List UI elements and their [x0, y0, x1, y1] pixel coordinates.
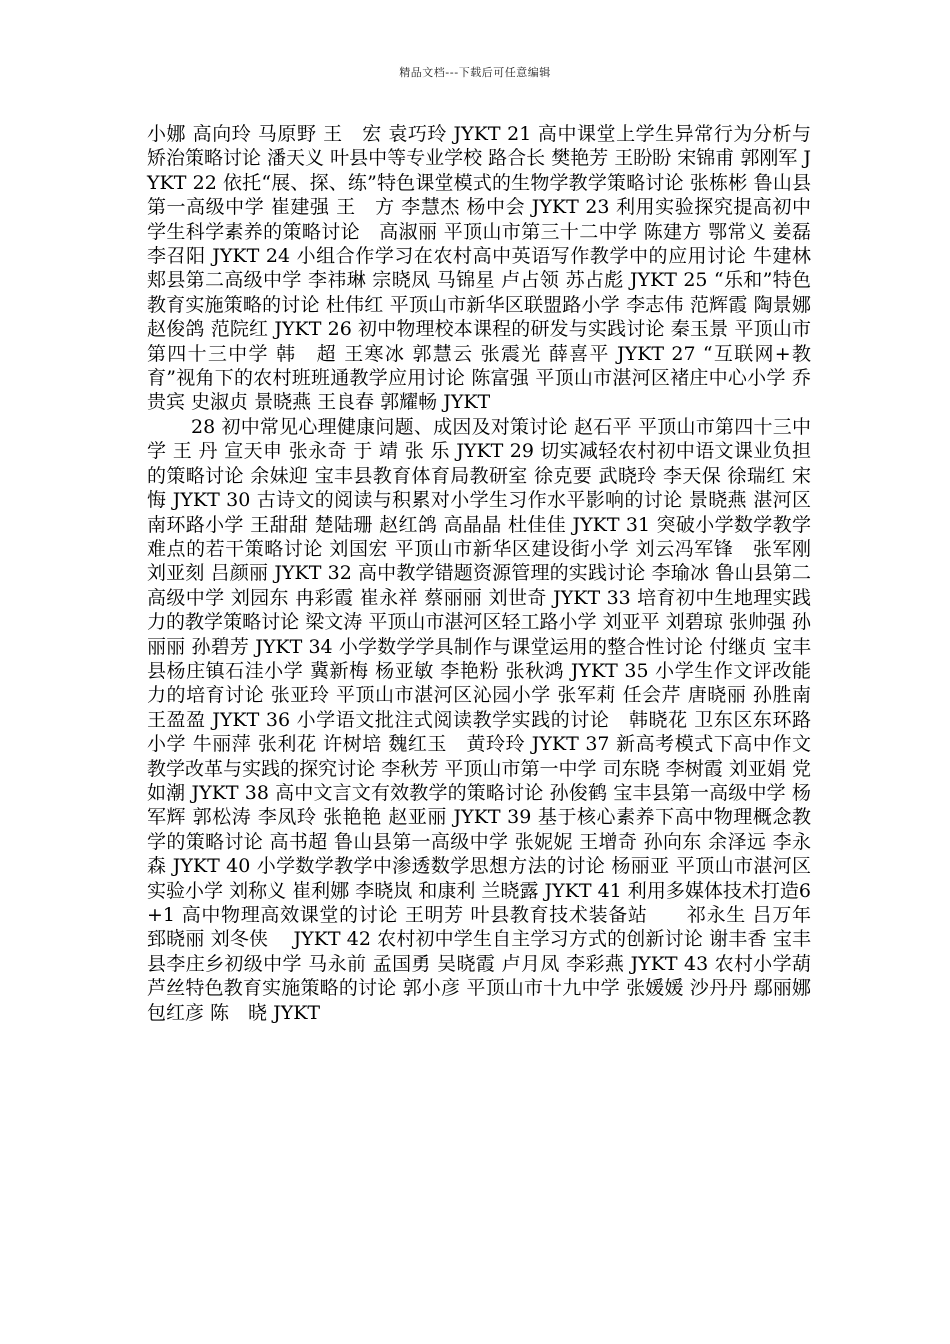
paragraph-2: 28 初中常见心理健康问题、成因及对策讨论 赵石平 平顶山市第四十三中学 王 丹 宣天申 张永奇 于 靖 张 乐 JYKT 29 切实减轻农村初中语文课业负担的策略讨论 余妹迎 宝丰县教育体育局教研室 徐克要 武晓玲 李天保 徐瑞红 宋 悔 JYKT 30 古诗文的阅读与积累对小学生习作水平影响的讨论 景晓燕 湛河区南环路小学 王甜甜 楚陆珊 赵红鸽 高晶晶 杜佳佳 JYKT 31 突破小学数学教学难点的若干策略讨论 刘国宏 平顶山市新华区建设街小学 刘云冯军锋 张军刚 刘亚刻 吕颜丽 JYKT 32 高中教学错题资源管理的实践讨论 李瑜冰 鲁山县第二高级中学 刘园东 冉彩霞 崔永祥 蔡丽丽 刘世奇 JYKT 33 培育初中生地理实践力的教学策略讨论 梁文涛 平顶山市湛河区轻工路小学 刘亚平 刘碧琼 张帅强 孙丽丽 孙碧芳 JYKT 34 小学数学学具制作与课堂运用的整合性讨论 付继贞 宝丰县杨庄镇石洼小学 冀新梅 杨亚敏 李艳粉 张秋鸿 JYKT 35 小学生作文评改能力的培育讨论 张亚玲 平顶山市湛河区沁园小学 张军莉 任会芹 唐晓丽 孙胜南 王盈盈 JYKT 36 小学语文批注式阅读教学实践的讨论 韩晓花 卫东区东环路小学 牛丽萍 张利花 许树培 魏红玉 黄玲玲 JYKT 37 新高考模式下高中作文教学改革与实践的探究讨论 李秋芳 平顶山市第一中学 司东晓 李树霞 刘亚娟 党如潮 JYKT 38 高中文言文有效教学的策略讨论 孙俊鹤 宝丰县第一高级中学 杨军辉 郭松涛 李凤玲 张艳艳 赵亚丽 JYKT 39 基于核心素养下高中物理概念教学的策略讨论 高书超 鲁山县第一高级中学 张妮妮 王增奇 孙向东 余泽远 李永森 JYKT 40 小学数学教学中渗透数学思想方法的讨论 杨丽亚 平顶山市湛河区实验小学 刘称义 崔利娜 李晓岚 和康利 兰晓露 JYKT 41 利用多媒体技术打造6+1 高中物理高效课堂的讨论 王明芳 叶县教育技术装备站 祁永生 吕万年 郅晓丽 刘冬侠 JYKT 42 农村初中学生自主学习方式的创新讨论 谢丰香 宝丰县李庄乡初级中学 马永前 孟国勇 吴晓霞 卢月凤 李彩燕 JYKT 43 农村小学葫芦丝特色教育实施策略的讨论 郭小彦 平顶山市十九中学 张媛媛 沙丹丹 鄢丽娜 包红彦 陈 晓 JYKT — [147, 415, 831, 1024]
page-header: 精品文档---下载后可任意编辑 — [399, 66, 551, 79]
paragraph-1: 小娜 高向玲 马原野 王 宏 袁巧玲 JYKT 21 高中课堂上学生异常行为分析与矫治策略讨论 潘天义 叶县中等专业学校 路合长 樊艳芳 王盼盼 宋锦甫 郭刚军 JYKT 22 依托“展、探、练”特色课堂模式的生物学教学策略讨论 张栋彬 鲁山县第一高级中学 崔建强 王 方 李慧杰 杨中会 JYKT 23 利用实验探究提高初中学生科学素养的策略讨论 高淑丽 平顶山市第三十二中学 陈建方 鄂常义 姜磊 李召阳 JYKT 24 小组合作学习在农村高中英语写作教学中的应用讨论 牛建林 郏县第二高级中学 李祎琳 宗晓凤 马锦星 卢占领 苏占彪 JYKT 25 “乐和”特色教育实施策略的讨论 杜伟红 平顶山市新华区联盟路小学 李志伟 范辉霞 陶景娜 赵俊鸽 范院红 JYKT 26 初中物理校本课程的研发与实践讨论 秦玉景 平顶山市第四十三中学 韩 超 王寒冰 郭慧云 张震光 薛喜平 JYKT 27 “互联网+教育”视角下的农村班班通教学应用讨论 陈富强 平顶山市湛河区褚庄中心小学 乔贵宾 史淑贞 景晓燕 王良春 郭耀畅 JYKT — [147, 123, 811, 414]
document-body — [147, 122, 831, 1025]
